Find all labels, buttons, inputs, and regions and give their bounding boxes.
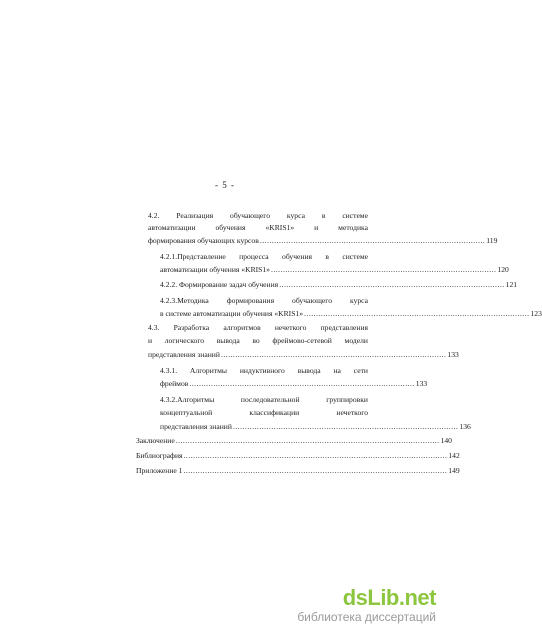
toc-page-number: 123 <box>530 309 542 318</box>
logo-main: dsLib <box>342 585 399 610</box>
toc-entry-appendix: Приложение 1 .............................................................................................................. 149 <box>136 466 460 475</box>
dslib-logo <box>297 587 436 609</box>
toc-entry-label: Библиография <box>136 451 183 460</box>
toc-entry-4-3-line1: 4.3. Разработка алгоритмов нечеткого представления <box>148 323 368 332</box>
toc-entry-4-2-line1: 4.2. Реализация обучающего курса в системе <box>148 211 368 220</box>
dslib-watermark <box>297 587 436 624</box>
toc-entry-label: Заключение <box>136 436 175 445</box>
toc-page-number: 120 <box>497 265 509 274</box>
toc-entry-4-2-1-line2: автоматизации обучения «KRIS1» .............................................................................................. 120 <box>160 265 509 274</box>
toc-entry-4-2-2: 4.2.2. Формирование задач обучения .............................................................................................. 121 <box>160 280 518 289</box>
toc-entry-4-3-1-line1: 4.3.1. Алгоритмы индуктивного вывода на сети <box>160 366 368 375</box>
toc-page-number: 133 <box>415 379 428 388</box>
toc-page-number: 140 <box>440 436 452 445</box>
toc-page-number: 142 <box>448 451 460 460</box>
toc-entry-label: представления знаний <box>148 350 220 359</box>
toc-entry-label: автоматизации обучения «KRIS1» <box>160 265 270 274</box>
toc-entry-label: представления знаний <box>160 422 232 431</box>
toc-entry-4-2-3-line1: 4.2.3.Методика формирования обучающего курса <box>160 296 368 305</box>
logo-suffix: .net <box>398 585 436 610</box>
toc-entry-4-2-1-line1: 4.2.1.Представление процесса обучения в системе <box>160 252 368 261</box>
toc-entry-label: формирования обучающих курсов <box>148 236 259 245</box>
toc-entry-conclusion: Заключение .............................................................................................................. 140 <box>136 436 452 445</box>
toc-entry-label: 4.2.2. Формирование задач обучения <box>160 280 279 289</box>
toc-entry-4-3-line3: представления знаний .............................................................................................. 133 <box>148 350 459 359</box>
toc-entry-4-2-line2: автоматизации обучения «KRIS1» и методика <box>148 223 368 232</box>
toc-entry-4-3-2-line2: концептуальной классификации нечеткого <box>160 408 368 417</box>
toc-entry-4-3-2-line3: представления знаний .............................................................................................. 136 <box>160 422 471 431</box>
watermark-subtitle: библиотека диссертаций <box>297 610 436 624</box>
toc-entry-label: в системе автоматизации обучения «KRIS1» <box>160 309 304 318</box>
toc-page-number: 149 <box>448 466 460 475</box>
toc-entry-4-3-1-line2: фреймов .............................................................................................. 133 <box>160 379 428 388</box>
toc-entry-label: Приложение 1 <box>136 466 183 475</box>
toc-entry-4-3-2-line1: 4.3.2.Алгоритмы последовательной группировки <box>160 395 368 404</box>
toc-page-number: 119 <box>486 236 498 245</box>
toc-entry-4-2-3-line2: в системе автоматизации обучения «KRIS1» .............................................................................................. 123 <box>160 309 542 318</box>
toc-page-number: 136 <box>459 422 471 431</box>
toc-entry-4-3-line2: и логического вывода во фреймово-сетевой модели <box>148 336 368 345</box>
toc-page-number: 133 <box>447 350 459 359</box>
toc-entry-label: фреймов <box>160 379 189 388</box>
toc-entry-4-2-line3: формирования обучающих курсов .............................................................................................. 119 <box>148 236 498 245</box>
page-number: - 5 - <box>215 180 235 190</box>
toc-entry-bibliography: Библиография .............................................................................................................. 142 <box>136 451 460 460</box>
toc-page-number: 121 <box>505 280 518 289</box>
